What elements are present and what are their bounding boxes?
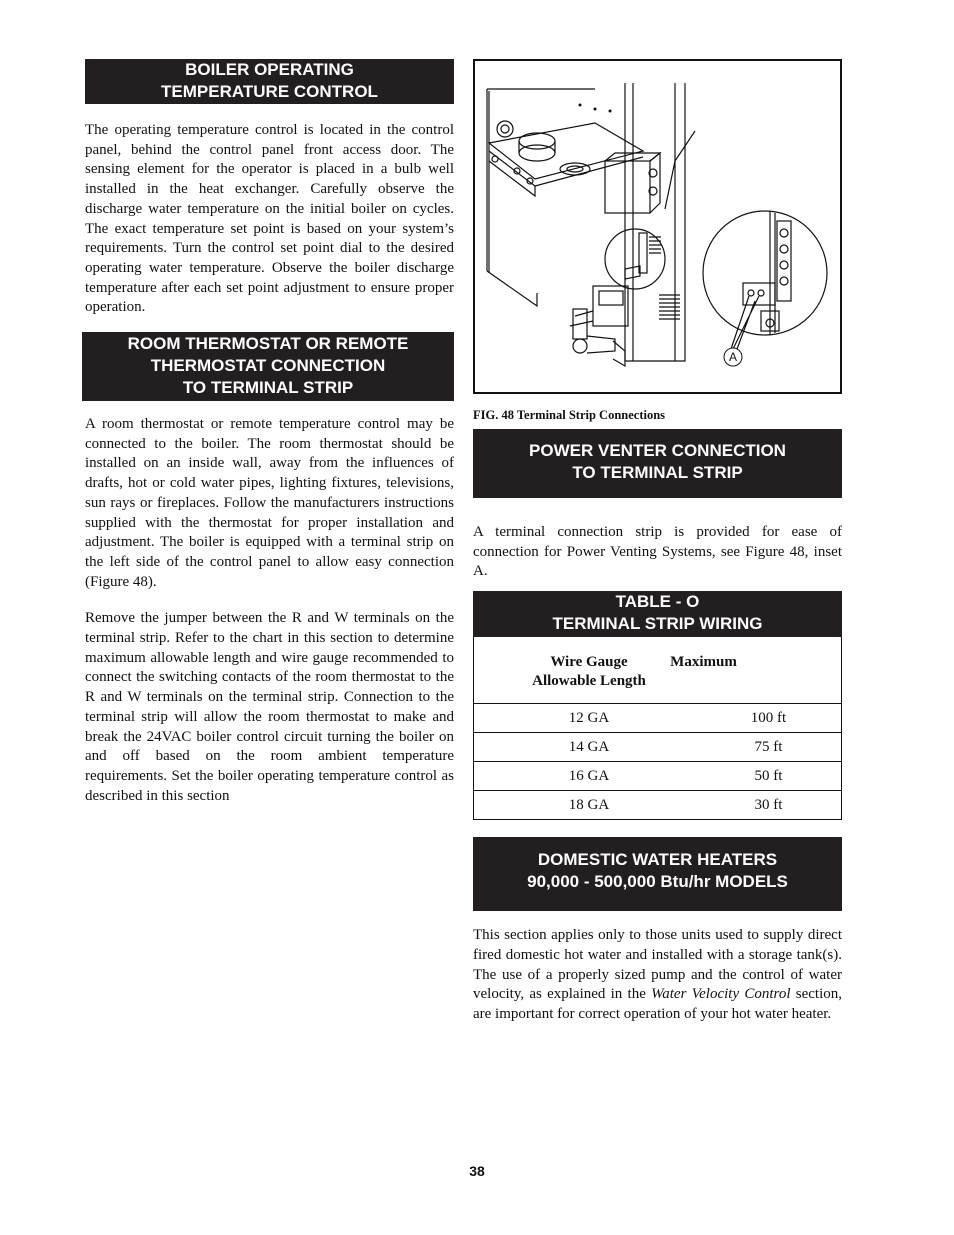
header-line: TABLE - O — [615, 592, 700, 612]
header-text: Wire Gauge — [550, 654, 628, 671]
table-o-header — [473, 591, 842, 637]
cell-wire-gauge: 12 GA — [568, 709, 610, 726]
header-line: TO TERMINAL STRIP — [182, 378, 354, 398]
cell-wire-gauge: 18 GA — [568, 796, 610, 813]
cell-wire-gauge: 14 GA — [568, 738, 610, 755]
col-header-maximum: Maximum — [670, 654, 737, 671]
terminal-strip-wiring-table — [473, 637, 842, 820]
figure-caption: FIG. 48 Terminal Strip Connections — [473, 408, 666, 422]
text-run: section, are important for correct operation of your hot water heater. — [473, 986, 842, 1022]
table-row — [474, 732, 841, 761]
header-line: THERMOSTAT CONNECTION — [150, 356, 386, 376]
header-line: BOILER OPERATING — [185, 60, 354, 79]
cell-max-length: 30 ft — [754, 796, 783, 813]
header-line: 90,000 - 500,000 Btu/hr MODELS — [527, 872, 788, 892]
right-column — [473, 59, 842, 1025]
table-body — [474, 703, 841, 819]
room-thermostat-text-2: Remove the jumper between the R and W terminals on the terminal strip. Refer to the chart in this section to determine maximum allowable length and wire gauge recommended to connect the switching contacts of the room thermostat to the R and W terminals on the terminal strip. Connection to the terminal strip will allow the room thermostat to make and break the 24VAC boiler control circuit turning the boiler on and off based on the room ambient temperature requirements. Set the boiler operating temperature control as described in this section — [85, 610, 454, 804]
header-line: POWER VENTER CONNECTION — [529, 441, 786, 460]
text-run-italic: Water Velocity Control — [651, 986, 791, 1003]
cell-wire-gauge: 16 GA — [568, 767, 610, 784]
domestic-water-text — [473, 926, 842, 1025]
room-thermostat-header — [82, 332, 454, 401]
figure-callout-a: A — [728, 350, 738, 364]
boiler-operating-header — [85, 59, 454, 104]
room-thermostat-text-1: A room thermostat or remote temperature control may be connected to the boiler. The room thermostat should be installed on an inside wall, away from the influences of drafts, hot or cold water pipes, lighting fixtures, televisions, sun rays or fireplaces. Follow the manufacturers instructions supplied with the thermostat for proper installation and adjustment. The boiler is equipped with a terminal strip on the left side of the control panel to allow easy connection (Figure 48). — [85, 416, 454, 590]
text-run: This section applies only to those units used to supply direct fired domestic hot water and installed with a storage tank(s). The use of a properly sized pump and the control of water velocity, as explained in the — [473, 927, 842, 1003]
header-line: TO TERMINAL STRIP — [572, 463, 743, 482]
header-line: TEMPERATURE CONTROL — [161, 82, 378, 101]
table-row — [474, 761, 841, 790]
figure-48-terminal-strip — [473, 59, 842, 394]
header-line: DOMESTIC WATER HEATERS — [537, 850, 778, 870]
page-number: 38 — [469, 1163, 485, 1179]
header-text: Allowable Length — [532, 673, 646, 690]
cell-max-length: 75 ft — [754, 738, 783, 755]
left-column — [85, 59, 454, 806]
table-row — [474, 790, 841, 819]
header-line: TERMINAL STRIP WIRING — [552, 614, 763, 634]
power-venter-text: A terminal connection strip is provided for ease of connection for Power Venting Systems, see Figure 48, inset A. — [473, 524, 842, 580]
domestic-water-header — [473, 837, 842, 911]
table-header-row — [474, 637, 841, 699]
header-line: ROOM THERMOSTAT OR REMOTE — [127, 334, 409, 354]
table-row — [474, 704, 841, 732]
boiler-illustration — [475, 61, 840, 392]
cell-max-length: 50 ft — [754, 767, 783, 784]
boiler-operating-text: The operating temperature control is located in the control panel, behind the control panel front access door. The sensing element for the operator is placed in a bulb well installed in the heat exchanger. Carefully observe the discharge water temperature on the initial boiler on cycles. The exact temperature set point is based on your system’s requirements. Turn the control set point dial to the desired operating water temperature. Observe the boiler discharge temperature after each set point adjustment to ensure proper operation. — [85, 122, 454, 316]
power-venter-header — [473, 429, 842, 498]
cell-max-length: 100 ft — [750, 709, 787, 726]
